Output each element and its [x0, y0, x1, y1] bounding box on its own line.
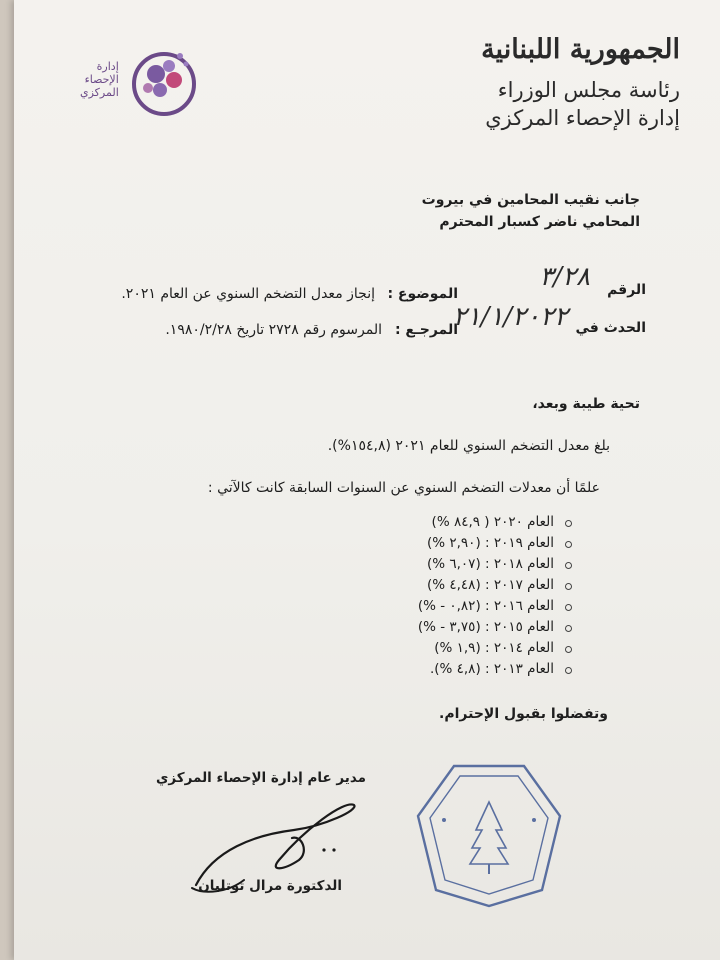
list-item: العام ٢٠١٥ : (٣,٧٥ - %) — [252, 619, 572, 640]
list-item: العام ٢٠١٣ : (٤,٨ %). — [252, 661, 572, 682]
bullet-icon — [565, 646, 572, 653]
logo-text: إدارة الإحصاء المركزي — [80, 60, 119, 99]
bullet-icon — [565, 667, 572, 674]
list-item: العام ٢٠١٩ : (٢,٩٠ %) — [252, 535, 572, 556]
bullet-icon — [565, 583, 572, 590]
subject-value: إنجاز معدل التضخم السنوي عن العام ٢٠٢١. — [121, 286, 375, 302]
number-value-handwritten: ٣/٢٨ — [539, 262, 590, 292]
bullet-icon — [565, 541, 572, 548]
bullet-icon — [565, 562, 572, 569]
event-label: الحدث في — [575, 320, 646, 336]
signatory-title: مدير عام إدارة الإحصاء المركزي — [156, 770, 366, 786]
list-item: العام ٢٠١٤ : (١,٩ %) — [252, 640, 572, 661]
previous-years-intro: علمًا أن معدلات التضخم السنوي عن السنوات السابقة كانت كالآتي : — [207, 480, 600, 496]
letterhead-department: إدارة الإحصاء المركزي — [485, 106, 680, 130]
number-label: الرقم — [607, 282, 646, 298]
bullet-icon — [565, 625, 572, 632]
list-item: العام ٢٠١٦ : (٠,٨٢ - %) — [252, 598, 572, 619]
list-item: العام ٢٠١٨ : (٦,٠٧ %) — [252, 556, 572, 577]
recipient-line-2: المحامي ناضر كسبار المحترم — [439, 214, 640, 230]
reference-label: المرجـع : — [394, 322, 458, 338]
letterhead-country: الجمهورية اللبنانية — [481, 34, 680, 65]
recipient-line-1: جانب نقيب المحامين في بيروت — [421, 192, 640, 208]
bullet-icon — [565, 520, 572, 527]
inflation-rates-list — [252, 514, 572, 682]
bullet-icon — [565, 604, 572, 611]
list-item: العام ٢٠٢٠ ( ٨٤,٩ %) — [252, 514, 572, 535]
letterhead-presidency: رئاسة مجلس الوزراء — [497, 78, 680, 102]
signatory-name: الدكتورة مرال توتليان — [198, 878, 342, 894]
event-date-handwritten: ٢١/١/٢٠٢٢ — [452, 302, 568, 332]
closing-line: وتفضلوا بقبول الإحترام. — [439, 706, 608, 722]
letter-page — [14, 0, 720, 960]
list-item: العام ٢٠١٧ : (٤,٤٨ %) — [252, 577, 572, 598]
greeting: تحية طيبة وبعد، — [532, 396, 640, 412]
official-stamp — [414, 760, 564, 910]
subject-label: الموضوع : — [387, 286, 458, 302]
reference-value: المرسوم رقم ٢٧٢٨ تاريخ ١٩٨٠/٢/٢٨. — [165, 322, 382, 338]
inflation-2021-statement: بلغ معدل التضخم السنوي للعام ٢٠٢١ (١٥٤,٨%). — [327, 438, 610, 454]
